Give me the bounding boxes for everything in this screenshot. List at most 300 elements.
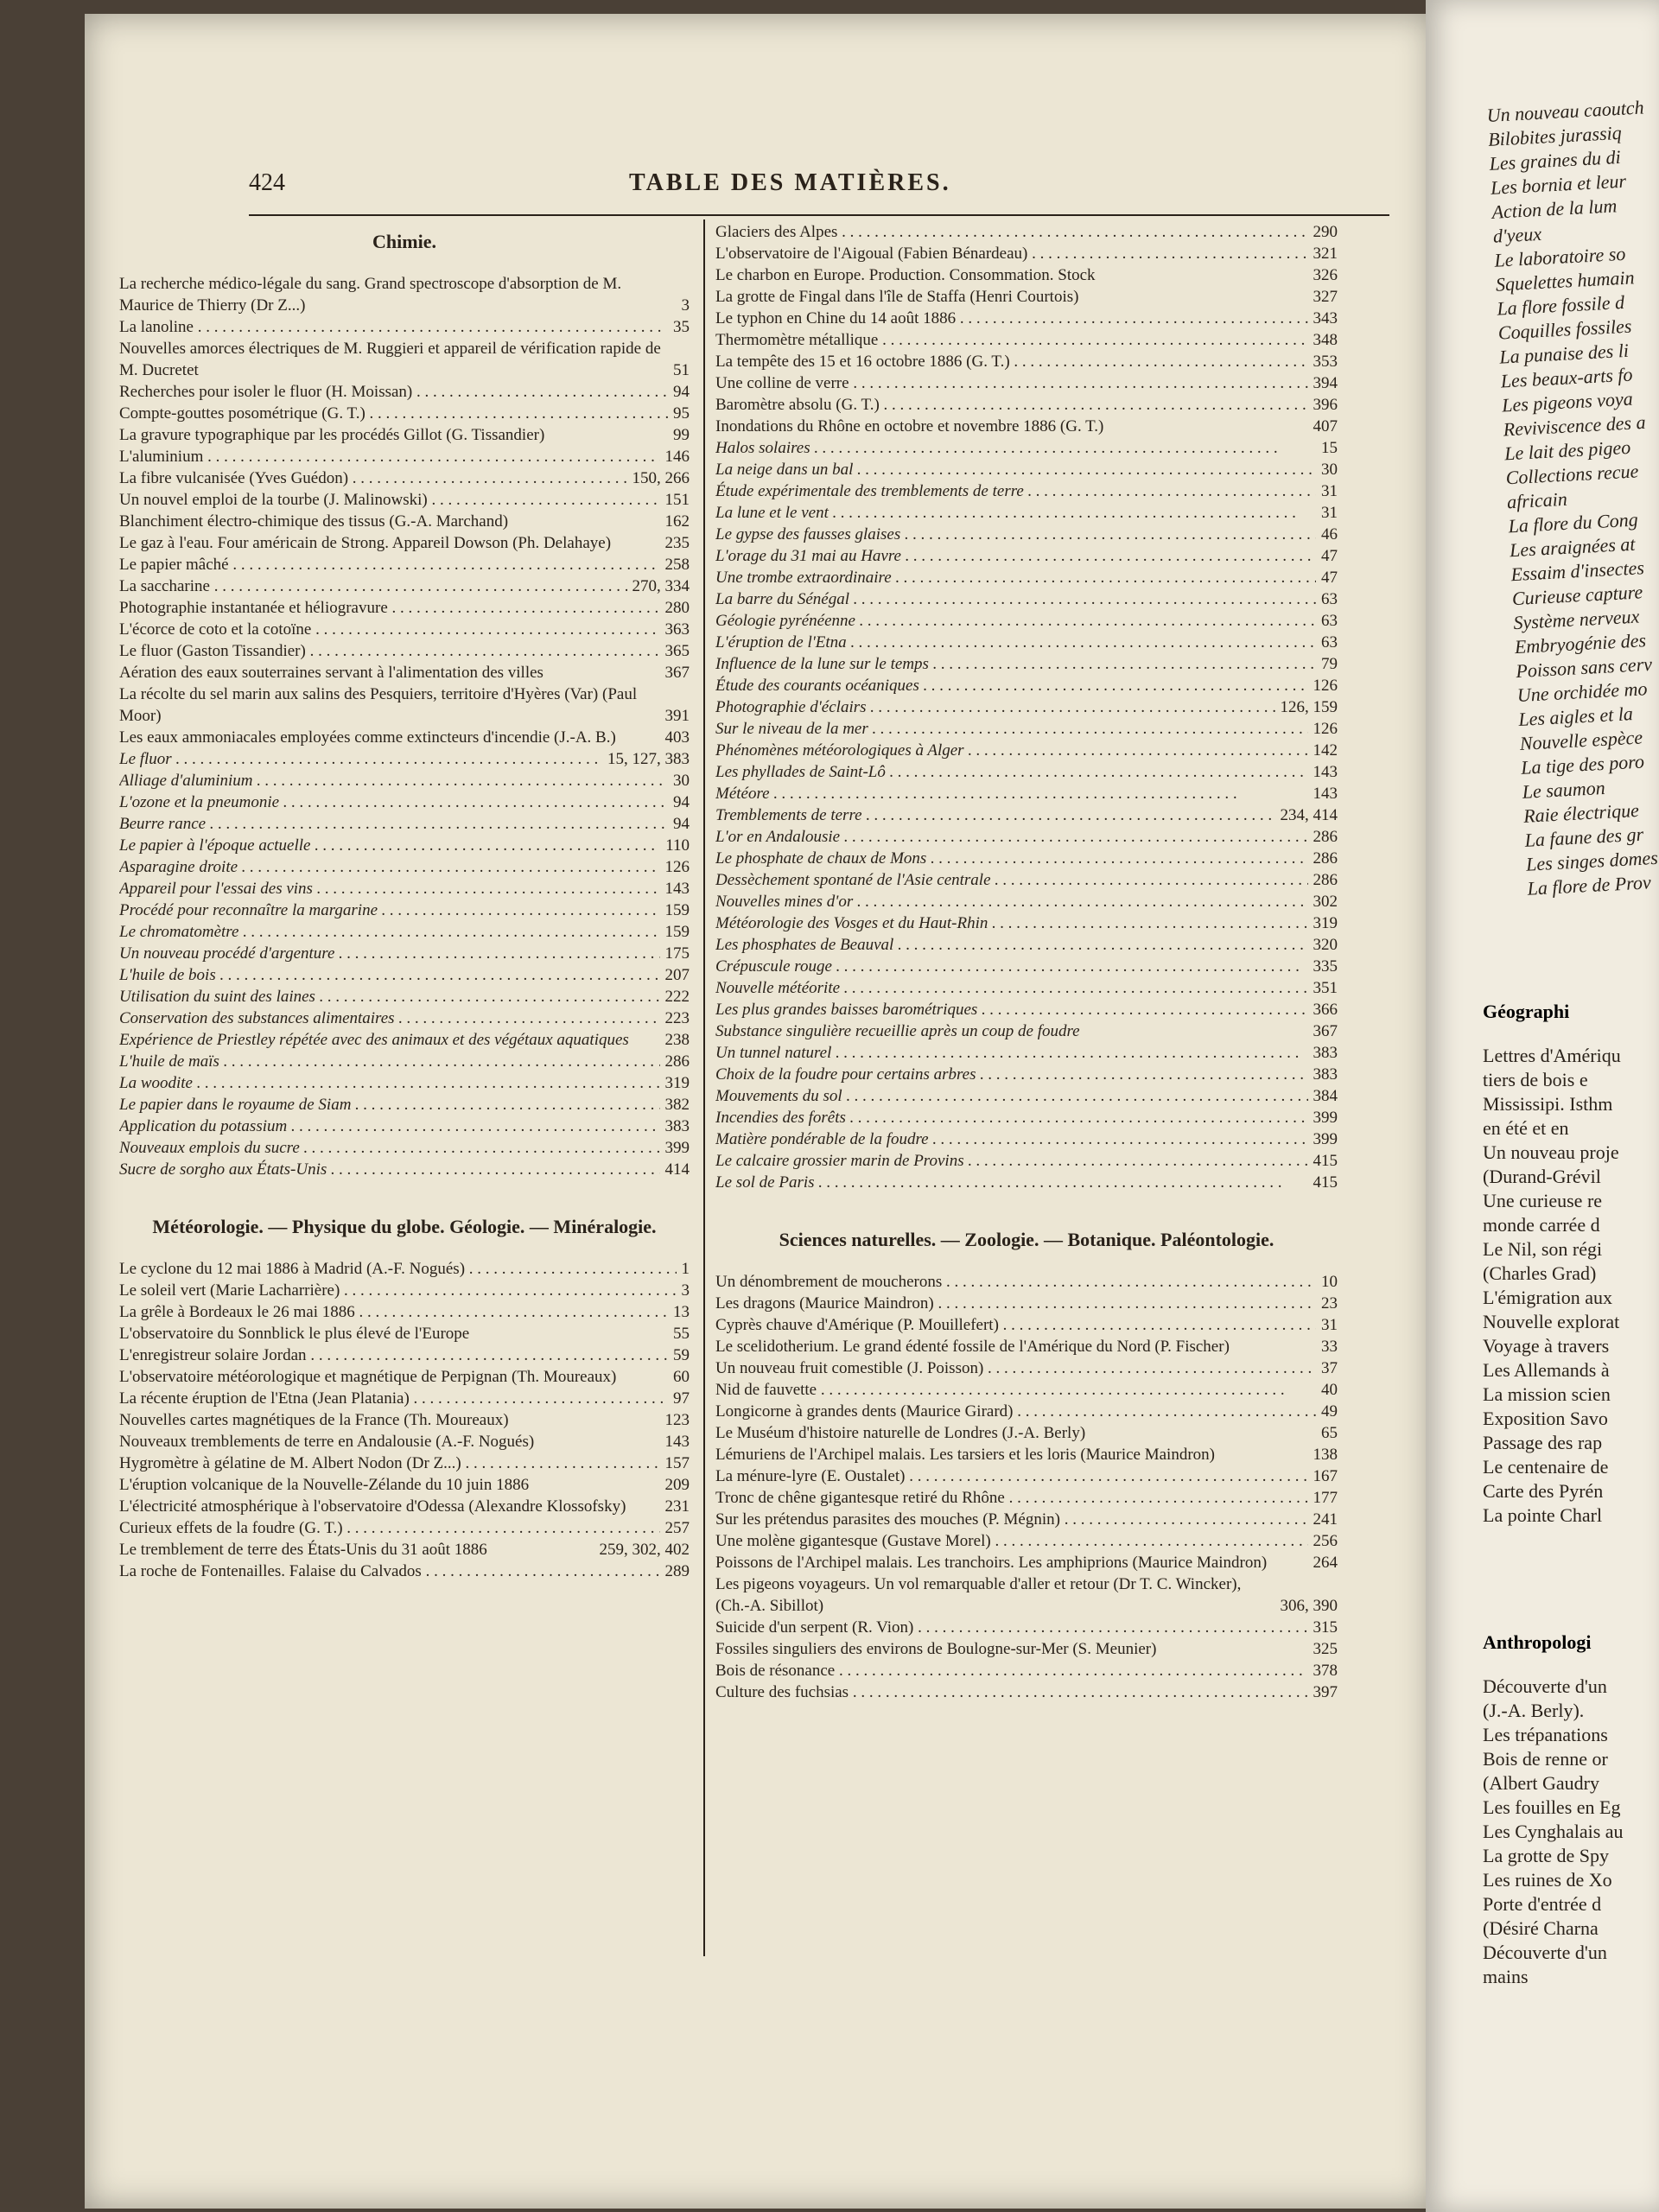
entry-title: La gravure typographique par les procédés Gillot (G. Tissandier) [119,426,545,444]
entry-page: 286 [1313,849,1338,868]
index-entry [119,856,690,878]
entry-page: 33 [1321,1338,1338,1356]
entry-page: 258 [664,556,690,574]
entry-page: 60 [673,1368,690,1386]
facing-line: Essaim d'insectes [1510,556,1645,586]
entry-page: 159 [664,901,690,919]
index-entry [119,1280,690,1301]
entry-page: 222 [664,988,690,1006]
index-entry [715,934,1338,956]
index-entry [119,1452,690,1474]
entry-page: 399 [1313,1109,1338,1127]
index-entry [715,351,1338,372]
entry-page: 348 [1313,331,1338,349]
entry-title: Le calcaire grossier marin de Provins . . . [715,1150,1308,1172]
index-entry [715,1509,1338,1530]
entry-page: 13 [673,1303,690,1321]
entry-page: 321 [1313,245,1338,263]
facing-section-heading: Anthropologi [1483,1631,1592,1653]
right-column [715,218,1338,1726]
entry-title: L'écorce de coto et la cotoïne . . . [119,619,660,640]
entry-page: 407 [1313,417,1338,435]
entry-page: 306, 390 [1280,1597,1338,1615]
index-entry [119,662,690,683]
entry-page: 363 [664,620,690,639]
entry-page: 151 [664,491,690,509]
entry-page: 351 [1313,979,1338,997]
entry-page: 399 [1313,1130,1338,1148]
facing-line: Les beaux-arts fo [1500,363,1634,392]
page-title: TABLE DES MATIÈRES. [629,169,951,196]
entry-page: 177 [1313,1489,1338,1507]
index-entry [715,891,1338,912]
facing-line: Le Nil, son régi [1483,1238,1603,1260]
entry-title: L'or en Andalousie . . . [715,826,1308,848]
facing-page-list-top [1486,95,1659,900]
index-entry [715,1128,1338,1150]
entry-page: 142 [1313,741,1338,760]
index-entry [715,286,1338,308]
entry-page: 289 [664,1562,690,1580]
entry-title: Les pigeons voyageurs. Un vol remarquable d'aller et retour (Dr T. C. Wincker), (Ch.-A. Sibillot) [715,1575,1242,1615]
entry-title: Tronc de chêne gigantesque retiré du Rhône . . . [715,1487,1308,1509]
index-entry [119,489,690,511]
facing-line: Exposition Savo [1483,1408,1608,1429]
entry-title: Compte-gouttes posométrique (G. T.) . . . [119,403,668,424]
entry-page: 126, 159 [1280,698,1338,716]
index-entry [715,1444,1338,1465]
index-entry [715,1085,1338,1107]
facing-line: d'yeux [1492,222,1542,247]
entry-page: 384 [1313,1087,1338,1105]
entry-title: Étude expérimentale des tremblements de terre . . . [715,480,1316,502]
entry-title: Nouvelles amorces électriques de M. Ruggieri et appareil de vérification rapide de M. Ducretet [119,340,661,379]
index-entry [715,653,1338,675]
facing-line: Squelettes humain [1495,266,1636,296]
entry-page: 290 [1313,223,1338,241]
entry-title: Longicorne à grandes dents (Maurice Girard) . . . [715,1401,1316,1422]
entry-page: 126 [1313,720,1338,738]
entry-title: Un dénombrement de moucherons . . . [715,1271,1316,1293]
entry-page: 79 [1321,655,1338,673]
index-entry [119,1051,690,1072]
index-entry [119,1431,690,1452]
index-entry [715,1617,1338,1638]
facing-line: Bois de renne or [1483,1748,1608,1770]
entry-title: L'ozone et la pneumonie . . . [119,791,668,813]
entry-page: 143 [1313,763,1338,781]
entry-title: Blanchiment électro-chimique des tissus (G.-A. Marchand) [119,512,509,531]
entry-page: 241 [1313,1510,1338,1529]
index-entry [119,921,690,943]
entry-title: Choix de la foudre pour certains arbres . . . [715,1064,1308,1085]
index-entry [119,619,690,640]
index-entry [715,1530,1338,1552]
facing-page-geography [1483,976,1621,1528]
entry-page: 319 [664,1074,690,1092]
entry-page: 286 [664,1052,690,1071]
index-entry [119,1560,690,1582]
entry-page: 63 [1321,612,1338,630]
index-entry [715,502,1338,524]
index-entry [119,1366,690,1388]
index-entry [715,1573,1338,1617]
entry-page: 264 [1313,1554,1338,1572]
index-entry [715,1042,1338,1064]
entry-title: Suicide d'un serpent (R. Vion) . . . [715,1617,1308,1638]
entry-page: 143 [1313,785,1338,803]
index-entry [715,1107,1338,1128]
entry-title: La saccharine . . . [119,575,627,597]
entry-page: 326 [1313,266,1338,284]
facing-line: La flore du Cong [1507,508,1639,537]
entry-page: 335 [1313,957,1338,976]
entry-title: Le tremblement de terre des États-Unis du 31 août 1886 [119,1541,487,1559]
facing-line: (Désiré Charna [1483,1917,1599,1939]
index-entry [715,394,1338,416]
facing-line: La pointe Charl [1483,1504,1603,1526]
entry-page: 30 [1321,461,1338,479]
index-entry [715,1064,1338,1085]
index-entry [715,1552,1338,1573]
index-entry [715,221,1338,243]
facing-line: Les bornia et leur [1490,169,1627,199]
index-entry [119,1388,690,1409]
entry-title: Le cyclone du 12 mai 1886 à Madrid (A.-F. Nogués) . . . [119,1258,677,1280]
entry-title: L'huile de maïs . . . [119,1051,660,1072]
entry-title: La récente éruption de l'Etna (Jean Platania) . . . [119,1388,668,1409]
entry-page: 3 [681,296,690,315]
entry-title: La barre du Sénégal . . . [715,588,1316,610]
entry-title: Le sol de Paris . . . [715,1172,1308,1193]
entry-title: Météorologie des Vosges et du Haut-Rhin . . . [715,912,1308,934]
index-entry [715,977,1338,999]
entry-title: L'huile de bois . . . [119,964,660,986]
entry-page: 396 [1313,396,1338,414]
index-entry [715,264,1338,286]
index-entry [119,381,690,403]
facing-line: Les singes domes [1525,846,1659,875]
entry-page: 320 [1313,936,1338,954]
facing-line: Découverte d'un [1483,1942,1607,1963]
entry-title: Recherches pour isoler le fluor (H. Moissan) . . . [119,381,668,403]
facing-line: Mississipi. Isthm [1483,1093,1613,1115]
facing-line: Les araignées at [1509,532,1636,562]
entry-title: Influence de la lune sur le temps . . . [715,653,1316,675]
facing-line: La flore de Prov [1526,871,1652,899]
entry-title: Une molène gigantesque (Gustave Morel) . . . [715,1530,1308,1552]
entry-title: Nouveaux tremblements de terre en Andalousie (A.-F. Nogués) [119,1433,535,1451]
entry-page: 403 [664,728,690,747]
entry-title: Procédé pour reconnaître la margarine . . . [119,899,660,921]
entry-page: 325 [1313,1640,1338,1658]
entry-page: 47 [1321,547,1338,565]
entry-page: 238 [664,1031,690,1049]
entry-title: Photographie instantanée et héliogravure . . . [119,597,660,619]
facing-line: africain [1506,487,1568,513]
entry-title: Hygromètre à gélatine de M. Albert Nodon (Dr Z...) . . . [119,1452,660,1474]
index-entry [119,446,690,467]
entry-title: Le papier dans le royaume de Siam . . . [119,1094,660,1116]
section-heading: Sciences naturelles. — Zoologie. — Botanique. Paléontologie. [779,1229,1274,1250]
index-entry [119,554,690,575]
entry-title: Incendies des forêts . . . [715,1107,1308,1128]
entry-page: 15 [1321,439,1338,457]
entry-title: Lémuriens de l'Archipel malais. Les tarsiers et les loris (Maurice Maindron) [715,1446,1215,1464]
entry-title: Le papier mâché . . . [119,554,660,575]
entry-title: La tempête des 15 et 16 octobre 1886 (G. T.) . . . [715,351,1308,372]
entry-page: 315 [1313,1618,1338,1637]
index-entry [715,1660,1338,1681]
facing-line: Le lait des pigeo [1503,435,1631,465]
index-entry [119,727,690,748]
entry-title: Conservation des substances alimentaires . . . [119,1007,660,1029]
page-number: 424 [249,169,285,196]
facing-line: La mission scien [1483,1383,1611,1405]
entry-title: Le Muséum d'histoire naturelle de Londres (J.-A. Berly) [715,1424,1086,1442]
entry-title: Une colline de verre . . . [715,372,1308,394]
entry-page: 46 [1321,525,1338,543]
entry-title: Photographie d'éclairs . . . [715,696,1275,718]
index-entry [715,437,1338,459]
facing-line: (Durand-Grévil [1483,1166,1601,1187]
entry-title: Substance singulière recueillie après un coup de foudre [715,1022,1080,1040]
entry-page: 366 [1313,1001,1338,1019]
entry-page: 30 [673,772,690,790]
facing-line: Bilobites jurassiq [1487,121,1623,150]
entry-title: Poissons de l'Archipel malais. Les tranchoirs. Les amphiprions (Maurice Maindron) [715,1554,1268,1572]
index-entry [119,835,690,856]
entry-title: Nouveaux emplois du sucre . . . [119,1137,660,1159]
index-entry [715,696,1338,718]
entry-title: L'enregistreur solaire Jordan . . . [119,1344,668,1366]
entry-page: 391 [664,707,690,725]
entry-page: 143 [664,1433,690,1451]
index-entry [715,804,1338,826]
entry-title: La grotte de Fingal dans l'île de Staffa (Henri Courtois) [715,288,1079,306]
index-entry [715,416,1338,437]
entry-page: 378 [1313,1662,1338,1680]
entry-page: 143 [664,880,690,898]
header-rule [249,214,1389,216]
facing-line: Les Cynghalais au [1483,1821,1624,1842]
entry-title: Crépuscule rouge . . . [715,956,1308,977]
entry-page: 162 [664,512,690,531]
index-entry [119,813,690,835]
facing-line: Les fouilles en Eg [1483,1796,1621,1818]
entry-page: 47 [1321,569,1338,587]
entry-title: Le fluor . . . [119,748,602,770]
index-entry [715,1020,1338,1042]
facing-line: (Charles Grad) [1483,1262,1597,1284]
index-entry [119,1301,690,1323]
index-entry [715,1314,1338,1336]
index-entry [119,1517,690,1539]
entry-page: 51 [673,361,690,379]
section-heading: Chimie. [372,231,436,252]
entry-page: 167 [1313,1467,1338,1485]
entry-title: Phénomènes météorologiques à Alger . . . [715,740,1308,761]
entry-title: L'observatoire météorologique et magnétique de Perpignan (Th. Moureaux) [119,1368,617,1386]
facing-line: La flore fossile d [1496,290,1625,320]
entry-title: La lanoline . . . [119,316,668,338]
entry-page: 231 [664,1497,690,1516]
index-entry [119,532,690,554]
entry-title: Baromètre absolu (G. T.) . . . [715,394,1308,416]
entry-title: Un nouveau procédé d'argenture . . . [119,943,660,964]
page-header [85,169,1433,204]
facing-line: Poisson sans cerv [1515,652,1653,683]
index-entry [119,1474,690,1496]
entry-title: Un nouvel emploi de la tourbe (J. Malinowski) . . . [119,489,660,511]
entry-page: 382 [664,1096,690,1114]
facing-line: Raie électrique [1522,798,1640,827]
entry-page: 15, 127, 383 [607,750,690,768]
entry-title: La ménure-lyre (E. Oustalet) . . . [715,1465,1308,1487]
entry-title: L'observatoire de l'Aigoual (Fabien Bénardeau) . . . [715,243,1308,264]
entry-title: Dessèchement spontané de l'Asie centrale . . . [715,869,1308,891]
facing-line: Carte des Pyrén [1483,1480,1604,1502]
entry-page: 286 [1313,828,1338,846]
entry-title: Une trombe extraordinaire . . . [715,567,1316,588]
facing-line: Collections recue [1505,460,1639,489]
entry-page: 95 [673,404,690,423]
index-entry [715,545,1338,567]
index-entry [119,791,690,813]
entry-page: 353 [1313,353,1338,371]
entry-title: La fibre vulcanisée (Yves Guédon) . . . [119,467,627,489]
index-entry [715,999,1338,1020]
index-entry [715,308,1338,329]
entry-title: Sur les prétendus parasites des mouches (P. Mégnin) . . . [715,1509,1308,1530]
facing-line: Un nouveau caoutch [1486,96,1645,126]
index-entry [119,1094,690,1116]
facing-line: Le saumon [1522,776,1606,803]
facing-page [1426,0,1659,2212]
index-entry [119,511,690,532]
facing-line: Nouvelle espèce [1519,726,1643,754]
entry-page: 234, 414 [1280,806,1338,824]
facing-line: Les ruines de Xo [1483,1869,1612,1891]
entry-title: Le typhon en Chine du 14 août 1886 . . . [715,308,1308,329]
index-entry [119,1007,690,1029]
entry-page: 257 [664,1519,690,1537]
entry-page: 97 [673,1389,690,1408]
entry-page: 343 [1313,309,1338,327]
index-entry [715,1357,1338,1379]
entry-page: 397 [1313,1683,1338,1701]
index-entry [119,899,690,921]
entry-page: 319 [1313,914,1338,932]
entry-title: Nouvelles mines d'or . . . [715,891,1308,912]
facing-line: Système nerveux [1512,605,1640,634]
entry-title: Thermomètre métallique . . . [715,329,1308,351]
index-entry [715,740,1338,761]
entry-title: Le soleil vert (Marie Lacharrière) . . . [119,1280,677,1301]
entry-title: Sucre de sorgho aux États-Unis . . . [119,1159,660,1180]
facing-line: Les pigeons voya [1501,387,1634,416]
entry-page: 94 [673,793,690,811]
facing-line: Lettres d'Amériqu [1483,1045,1621,1066]
entry-page: 207 [664,966,690,984]
entry-title: Tremblements de terre . . . [715,804,1275,826]
index-entry [119,424,690,446]
facing-line: Une curieuse re [1483,1190,1603,1211]
entry-page: 365 [664,642,690,660]
entry-title: Curieux effets de la foudre (G. T.) . . . [119,1517,660,1539]
index-page [85,14,1433,2209]
facing-line: Une orchidée mo [1516,677,1649,707]
index-entry [715,869,1338,891]
facing-line: en été et en [1483,1117,1569,1139]
facing-line: Reviviscence des a [1503,410,1647,441]
entry-page: 150, 266 [632,469,690,487]
entry-title: Cyprès chauve d'Amérique (P. Mouillefert) . . . [715,1314,1316,1336]
entry-title: L'aluminium . . . [119,446,660,467]
entry-title: La lune et le vent . . . [715,502,1316,524]
entry-page: 259, 302, 402 [599,1541,690,1559]
index-entry [119,1072,690,1094]
entry-page: 302 [1313,893,1338,911]
entry-title: Les phosphates de Beauval . . . [715,934,1308,956]
index-entry [715,783,1338,804]
entry-title: Le scelidotherium. Le grand édenté fossile de l'Amérique du Nord (P. Fischer) [715,1338,1230,1356]
entry-page: 175 [664,944,690,963]
index-entry [715,329,1338,351]
index-entry [715,610,1338,632]
facing-line: Action de la lum [1491,194,1618,223]
facing-line: Les aigles et la [1517,702,1634,731]
index-entry [715,372,1338,394]
index-entry [119,770,690,791]
entry-page: 209 [664,1476,690,1494]
facing-line: La grotte de Spy [1483,1845,1610,1866]
entry-title: Application du potassium . . . [119,1116,660,1137]
entry-page: 138 [1313,1446,1338,1464]
index-entry [119,1496,690,1517]
facing-line: Nouvelle explorat [1483,1311,1620,1332]
entry-page: 157 [664,1454,690,1472]
facing-line: La faune des gr [1524,823,1644,851]
entry-title: Le gypse des fausses glaises . . . [715,524,1316,545]
index-entry [715,1336,1338,1357]
index-entry [715,1271,1338,1293]
entry-title: Alliage d'aluminium . . . [119,770,668,791]
entry-title: Les dragons (Maurice Maindron) . . . [715,1293,1316,1314]
index-entry [119,316,690,338]
entry-page: 383 [664,1117,690,1135]
entry-page: 31 [1321,482,1338,500]
index-entry [715,588,1338,610]
index-entry [119,403,690,424]
entry-page: 270, 334 [632,577,690,595]
entry-page: 63 [1321,590,1338,608]
entry-page: 223 [664,1009,690,1027]
facing-line: Voyage à travers [1483,1335,1610,1357]
index-entry [119,467,690,489]
index-entry [715,243,1338,264]
index-entry [715,1401,1338,1422]
index-entry [119,1344,690,1366]
entry-page: 31 [1321,1316,1338,1334]
entry-title: La récolte du sel marin aux salins des Pesquiers, territoire d'Hyères (Var) (Paul Moor) [119,685,638,725]
entry-title: Mouvements du sol . . . [715,1085,1308,1107]
entry-title: Le chromatomètre . . . [119,921,660,943]
index-entry [119,964,690,986]
entry-title: Expérience de Priestley répétée avec des animaux et des végétaux aquatiques [119,1031,629,1049]
index-entry [119,878,690,899]
entry-title: La grêle à Bordeaux le 26 mai 1886 . . . [119,1301,668,1323]
